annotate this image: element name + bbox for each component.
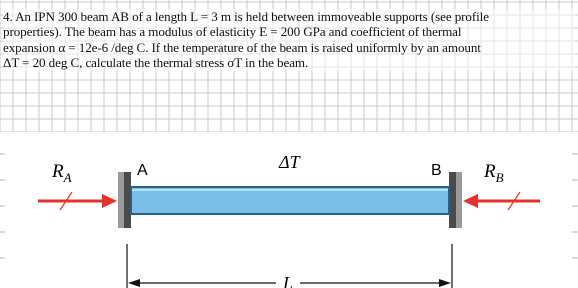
dimension-arrow-right <box>439 279 451 287</box>
left-support-wall <box>124 172 131 228</box>
label-rb-main: R <box>484 161 496 182</box>
left-margin-marks <box>0 154 5 258</box>
label-length: L <box>283 273 294 288</box>
problem-line-4: ΔT = 20 deg C, calculate the thermal stress σT in the beam. <box>3 55 309 71</box>
right-support-wall <box>449 172 456 228</box>
beam-figure <box>0 132 578 288</box>
label-ra-sub: A <box>63 170 72 185</box>
label-ra <box>51 161 72 185</box>
right-margin-marks <box>572 154 578 258</box>
problem-statement <box>3 9 575 71</box>
label-rb-sub: B <box>495 170 504 185</box>
problem-line-3: expansion α = 12e-6 /deg C. If the temperature of the beam is raised uniformly by an amount <box>3 39 481 55</box>
label-rb <box>483 161 504 185</box>
label-b: B <box>431 162 442 179</box>
problem-line-1: 4. An IPN 300 beam AB of a length L = 3 m is held between immoveable supports (see profile <box>3 9 489 24</box>
problem-line-2: properties). The beam has a modulus of elasticity E = 200 GPa and coefficient of thermal <box>3 24 462 40</box>
beam-ab <box>131 187 449 214</box>
reaction-arrow-b <box>463 192 540 210</box>
dimension-arrow-left <box>128 279 140 287</box>
label-a: A <box>137 162 148 179</box>
reaction-arrow-a <box>38 192 117 210</box>
label-ra-main: R <box>52 161 64 182</box>
left-support-shade <box>118 172 124 228</box>
label-delta-t: ΔT <box>279 152 300 172</box>
right-support-shade <box>456 172 462 228</box>
